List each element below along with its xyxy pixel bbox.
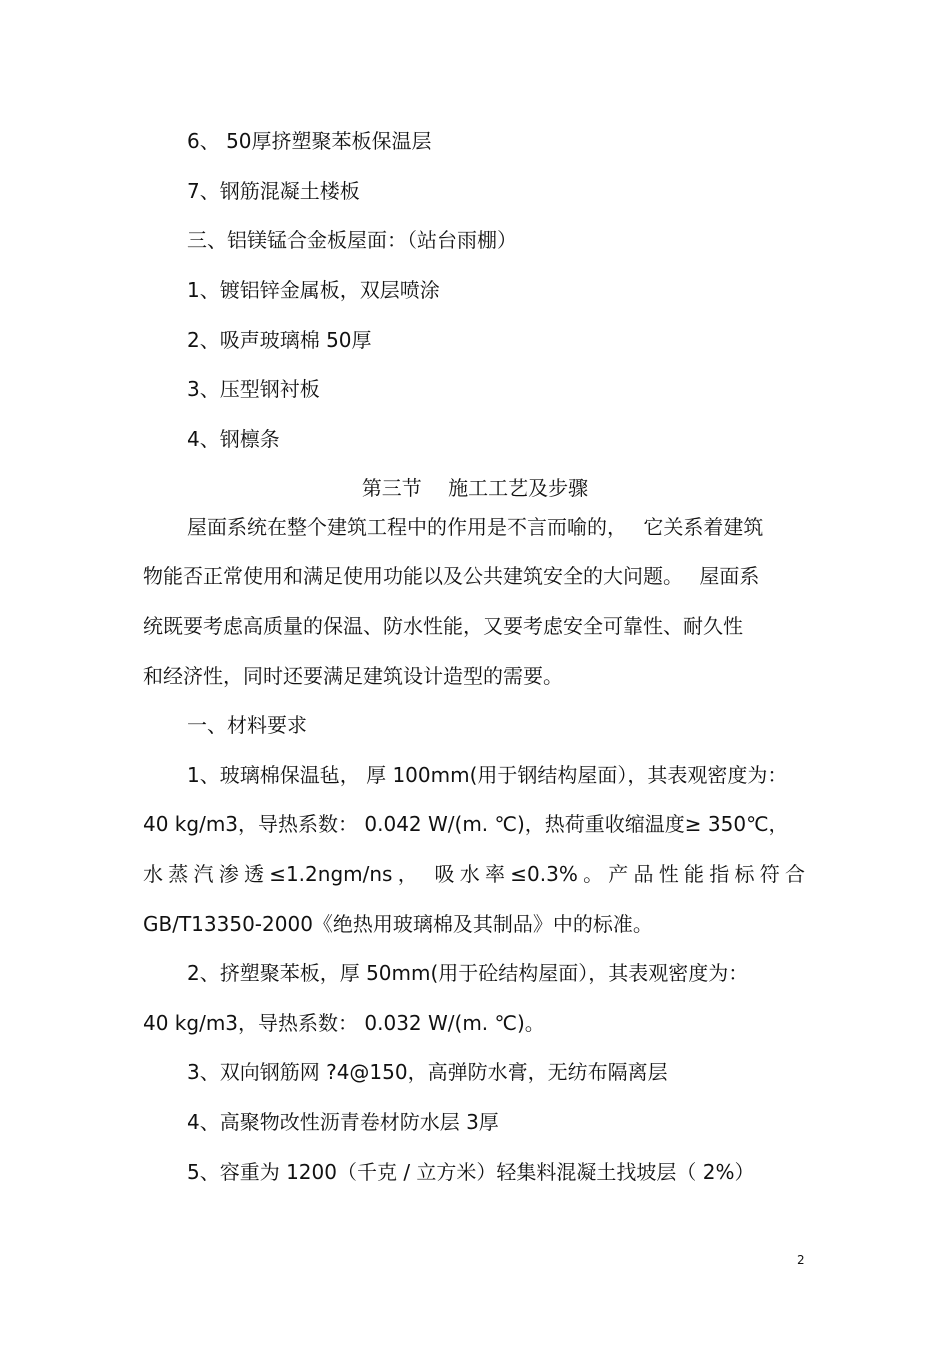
paragraph-line: 物能否正常使用和满足使用功能以及公共建筑安全的大问题。 屋面系 [143, 564, 760, 588]
subsection-title: 一、材料要求 [187, 713, 307, 737]
section-heading-aluminum-roof: 三、铝镁锰合金板屋面：（站台雨棚） [187, 228, 517, 252]
paragraph-line: 屋面系统在整个建筑工程中的作用是不言而喻的， 它关系着建筑 [187, 515, 764, 539]
list-item-1: 1、镀铝锌金属板，双层喷涂 [187, 278, 440, 302]
list-item-6: 6、 50厚挤塑聚苯板保温层 [187, 129, 432, 153]
requirement-1-line: 40 kg/m3，导热系数： 0.042 W/(m. ℃)，热荷重收缩温度≥ 350℃， [143, 812, 789, 836]
requirement-5: 5、容重为 1200（千克 / 立方米）轻集料混凝土找坡层（ 2%） [187, 1160, 755, 1184]
paragraph-line: 和经济性，同时还要满足建筑设计造型的需要。 [143, 664, 563, 688]
section-title: 第三节 施工工艺及步骤 [361, 476, 589, 500]
paragraph-line: 统既要考虑高质量的保温、防水性能，又要考虑安全可靠性、耐久性 [143, 614, 743, 638]
requirement-2-line: 40 kg/m3，导热系数： 0.032 W/(m. ℃)。 [143, 1011, 545, 1035]
requirement-1-line: 水蒸汽渗透≤1.2ngm/ns， 吸水率≤0.3%。产品性能指标符合 [143, 862, 805, 886]
requirement-1-line: 1、玻璃棉保温毡， 厚 100mm(用于钢结构屋面），其表观密度为： [187, 763, 788, 787]
list-item-3: 3、压型钢衬板 [187, 377, 320, 401]
list-item-2: 2、吸声玻璃棉 50厚 [187, 328, 372, 352]
requirement-1-line: GB/T13350-2000《绝热用玻璃棉及其制品》中的标准。 [143, 912, 653, 936]
list-item-4: 4、钢檩条 [187, 427, 280, 451]
page-number: 2 [797, 1253, 805, 1267]
requirement-3: 3、双向钢筋网 ?4@150，高弹防水膏，无纺布隔离层 [187, 1060, 668, 1084]
requirement-4: 4、高聚物改性沥青卷材防水层 3厚 [187, 1110, 499, 1134]
requirement-2-line: 2、挤塑聚苯板，厚 50mm(用于砼结构屋面），其表观密度为： [187, 961, 749, 985]
list-item-7: 7、钢筋混凝土楼板 [187, 179, 360, 203]
